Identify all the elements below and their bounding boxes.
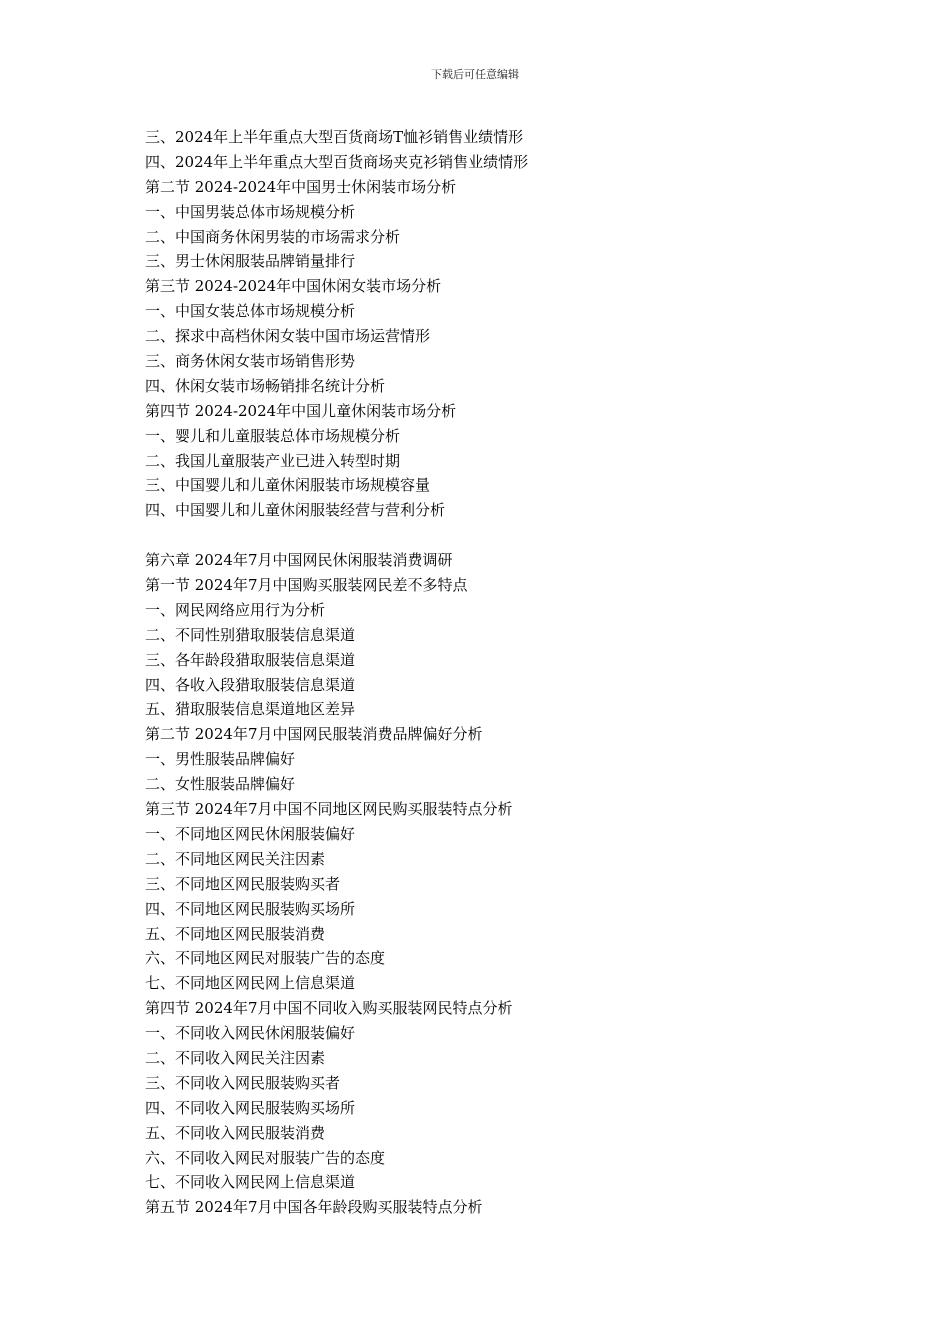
toc-line: 一、男性服装品牌偏好 [145, 750, 296, 769]
toc-line: 第六章 2024年7月中国网民休闲服装消费调研 [145, 551, 453, 570]
toc-line: 二、不同性别猎取服装信息渠道 [145, 625, 356, 644]
toc-line: 第四节 2024-2024年中国儿童休闲装市场分析 [145, 401, 457, 420]
toc-line: 一、不同收入网民休闲服装偏好 [145, 1024, 356, 1043]
toc-line: 第三节 2024年7月中国不同地区网民购买服装特点分析 [145, 800, 513, 819]
toc-line: 第一节 2024年7月中国购买服装网民差不多特点 [145, 576, 468, 595]
toc-line: 四、不同地区网民服装购买场所 [145, 899, 356, 918]
toc-line: 第四节 2024年7月中国不同收入购买服装网民特点分析 [145, 999, 513, 1018]
toc-line: 第二节 2024-2024年中国男士休闲装市场分析 [145, 177, 457, 196]
toc-line: 三、商务休闲女装市场销售形势 [145, 352, 356, 371]
toc-line: 四、各收入段猎取服装信息渠道 [145, 675, 356, 694]
toc-line: 二、不同收入网民关注因素 [145, 1048, 326, 1067]
toc-line: 五、不同收入网民服装消费 [145, 1123, 326, 1142]
toc-line: 三、2024年上半年重点大型百货商场T恤衫销售业绩情形 [145, 128, 524, 146]
toc-line: 二、探求中高档休闲女装中国市场运营情形 [145, 327, 431, 346]
toc-line: 三、中国婴儿和儿童休闲服装市场规模容量 [145, 476, 431, 495]
toc-line: 三、各年龄段猎取服装信息渠道 [145, 650, 356, 669]
toc-line: 四、休闲女装市场畅销排名统计分析 [145, 376, 386, 395]
toc-line: 四、不同收入网民服装购买场所 [145, 1098, 356, 1117]
toc-line: 五、猎取服装信息渠道地区差异 [145, 700, 356, 719]
table-of-contents [145, 125, 845, 1220]
toc-line: 七、不同收入网民网上信息渠道 [145, 1173, 356, 1192]
toc-line: 第二节 2024年7月中国网民服装消费品牌偏好分析 [145, 725, 483, 744]
toc-line: 一、中国男装总体市场规模分析 [145, 202, 356, 221]
toc-line: 七、不同地区网民网上信息渠道 [145, 974, 356, 993]
toc-line: 四、2024年上半年重点大型百货商场夹克衫销售业绩情形 [145, 152, 529, 171]
toc-line: 第五节 2024年7月中国各年龄段购买服装特点分析 [145, 1198, 483, 1217]
page-header: 下载后可任意编辑 [431, 68, 519, 81]
toc-line: 二、中国商务休闲男装的市场需求分析 [145, 227, 401, 246]
toc-line: 六、不同地区网民对服装广告的态度 [145, 949, 386, 968]
blank-line [145, 523, 845, 548]
toc-line: 一、网民网络应用行为分析 [145, 600, 326, 619]
toc-line: 一、婴儿和儿童服装总体市场规模分析 [145, 426, 401, 445]
toc-line: 二、不同地区网民关注因素 [145, 849, 326, 868]
toc-line: 二、我国儿童服装产业已进入转型时期 [145, 451, 401, 470]
toc-line: 三、男士休闲服装品牌销量排行 [145, 252, 356, 271]
toc-line: 二、女性服装品牌偏好 [145, 775, 296, 794]
toc-line: 六、不同收入网民对服装广告的态度 [145, 1148, 386, 1167]
toc-line: 三、不同收入网民服装购买者 [145, 1073, 341, 1092]
toc-line: 一、不同地区网民休闲服装偏好 [145, 824, 356, 843]
toc-line: 五、不同地区网民服装消费 [145, 924, 326, 943]
toc-line: 一、中国女装总体市场规模分析 [145, 302, 356, 321]
toc-line: 三、不同地区网民服装购买者 [145, 874, 341, 893]
toc-line: 第三节 2024-2024年中国休闲女装市场分析 [145, 277, 442, 296]
toc-line: 四、中国婴儿和儿童休闲服装经营与营利分析 [145, 501, 446, 520]
